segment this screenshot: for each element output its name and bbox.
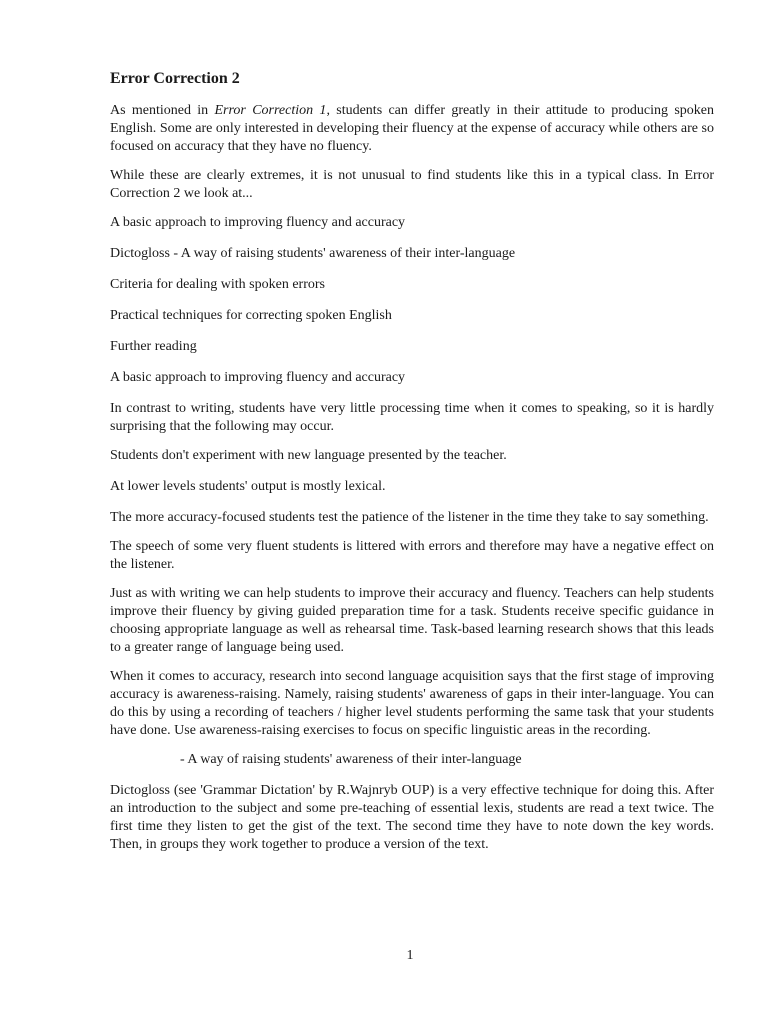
intro-reference: Error Correction 1 xyxy=(214,103,327,118)
intro-paragraph xyxy=(110,102,714,156)
paragraph-writing-comparison: Just as with writing we can help students to improve their accuracy and fluency. Teachers can help students improve their fluency by giving guided preparation time for a task. Students receive specific guidance in choosing appropriate language as well as rehearsal time. Task-based learning research shows that this leads to a greater range of language being used. xyxy=(110,586,714,655)
point-lexical-output: At lower levels students' output is mostly lexical. xyxy=(110,479,386,494)
document-page xyxy=(110,68,714,865)
intro-suffix: , students can differ greatly in their attitude to producing spoken English. Some are only interested in developing their fluency at the expense of accuracy while others are so focused on accuracy that they have no fluency. xyxy=(110,103,714,154)
paragraph-processing-time: In contrast to writing, students have very little processing time when it comes to speaking, so it is hardly surprising that the following may occur. xyxy=(110,401,714,434)
point-no-experiment: Students don't experiment with new language presented by the teacher. xyxy=(110,448,507,463)
point-fluent-errors: The speech of some very fluent students is littered with errors and therefore may have a negative effect on the listener. xyxy=(110,539,714,572)
intro-prefix: As mentioned in xyxy=(110,103,215,118)
paragraph-overview: While these are clearly extremes, it is not unusual to find students like this in a typical class. In Error Correction 2 we look at... xyxy=(110,168,714,201)
paragraph-dictogloss: Dictogloss (see 'Grammar Dictation' by R.Wajnryb OUP) is a very effective technique for doing this. After an introduction to the subject and some pre-teaching of essential lexis, students are read a text twice. The first time they listen to get the gist of the text. The second time they have to note down the key words. Then, in groups they work together to produce a version of the text. xyxy=(110,783,714,852)
topic-item-approach: A basic approach to improving fluency and accuracy xyxy=(110,215,406,230)
section-heading-dictogloss: - A way of raising students' awareness of their inter-language xyxy=(180,752,522,767)
topic-item-dictogloss: Dictogloss - A way of raising students' awareness of their inter-language xyxy=(110,246,516,261)
topic-item-techniques: Practical techniques for correcting spoken English xyxy=(110,308,392,323)
paragraph-accuracy-research: When it comes to accuracy, research into second language acquisition says that the first stage of improving accuracy is awareness-raising. Namely, raising students' awareness of gaps in their inter-language. You can do this by using a recording of teachers / higher level students performing the same task that your students have done. Use awareness-raising exercises to focus on specific linguistic areas in the recording. xyxy=(110,669,714,738)
point-accuracy-focused: The more accuracy-focused students test the patience of the listener in the time they take to say something. xyxy=(110,510,709,525)
page-number: 1 xyxy=(406,948,414,963)
topic-item-criteria: Criteria for dealing with spoken errors xyxy=(110,277,325,292)
section-heading-approach: A basic approach to improving fluency and accuracy xyxy=(110,370,406,385)
document-title: Error Correction 2 xyxy=(110,70,240,87)
topic-item-further-reading: Further reading xyxy=(110,339,197,354)
